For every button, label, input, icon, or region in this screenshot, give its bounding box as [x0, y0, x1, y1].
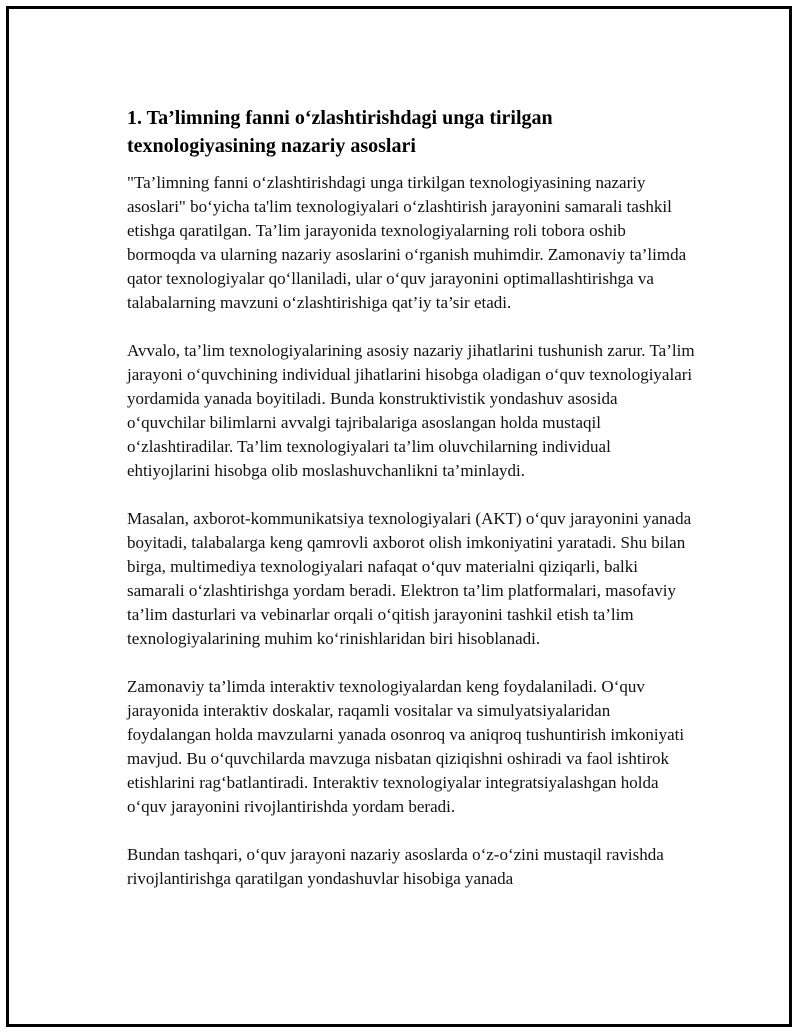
document-body [127, 104, 697, 915]
paragraph-4: Zamonaviy ta’limda interaktiv texnologiyalardan keng foydalaniladi. O‘quv jarayonida interaktiv doskalar, raqamli vositalar va simulyatsiyalaridan foydalangan holda mavzularni yanada osonroq va aniqroq tushuntirish imkoniyati mavjud. Bu o‘quvchilarda mavzuga nisbatan qiziqishni oshiradi va faol ishtirok etishlarini rag‘batlantiradi. Interaktiv texnologiyalar integratsiyalashgan holda o‘quv jarayonini rivojlantirishda yordam beradi. [127, 677, 685, 816]
heading-line-1: 1. Ta’limning fanni o‘zlashtirishdagi unga tirilgan [127, 107, 553, 129]
section-heading [127, 104, 697, 160]
paragraph-1: "Ta’limning fanni o‘zlashtirishdagi unga tirkilgan texnologiyasining nazariy asoslari" bo‘yicha ta'lim texnologiyalari o‘zlashtirish jarayonini samarali tashkil etishga qaratilgan. Ta’lim jarayonida texnologiyalarning roli tobora oshib bormoqda va ularning nazariy asoslarini o‘rganish muhimdir. Zamonaviy ta’limda qator texnologiyalar qo‘llaniladi, ular o‘quv jarayonini optimallashtirishga va talabalarning mavzuni o‘zlashtirishiga qat’iy ta’sir etadi. [127, 173, 687, 312]
paragraph-2: Avvalo, ta’lim texnologiyalarining asosiy nazariy jihatlarini tushunish zarur. Ta’lim jarayoni o‘quvchining individual jihatlarini hisobga oladigan o‘quv texnologiyalari yordamida yanada boyitiladi. Bunda konstruktivistik yondashuv asosida o‘quvchilar bilimlarni avvalgi tajribalariga asoslangan holda mustaqil o‘zlashtiradilar. Ta’lim texnologiyalari ta’lim oluvchilarning individual ehtiyojlarini hisobga olib moslashuvchanlikni ta’minlaydi. [127, 341, 695, 480]
paragraph-5: Bundan tashqari, o‘quv jarayoni nazariy asoslarda o‘z-o‘zini mustaqil ravishda rivojlantirishga qaratilgan yondashuvlar hisobiga yanada [127, 845, 664, 888]
heading-line-2: texnologiyasining nazariy asoslari [127, 135, 416, 157]
paragraph-3: Masalan, axborot-kommunikatsiya texnologiyalari (AKT) o‘quv jarayonini yanada boyitadi, talabalarga keng qamrovli axborot olish imkoniyatini yaratadi. Shu bilan birga, multimediya texnologiyalari nafaqat o‘quv materialni qiziqarli, balki samarali o‘zlashtirishga yordam beradi. Elektron ta’lim platformalari, masofaviy ta’lim dasturlari va vebinarlar orqali o‘qitish jarayonini tashkil etish ta’lim texnologiyalarining muhim ko‘rinishlaridan biri hisoblanadi. [127, 509, 692, 648]
page-frame [6, 6, 792, 1027]
